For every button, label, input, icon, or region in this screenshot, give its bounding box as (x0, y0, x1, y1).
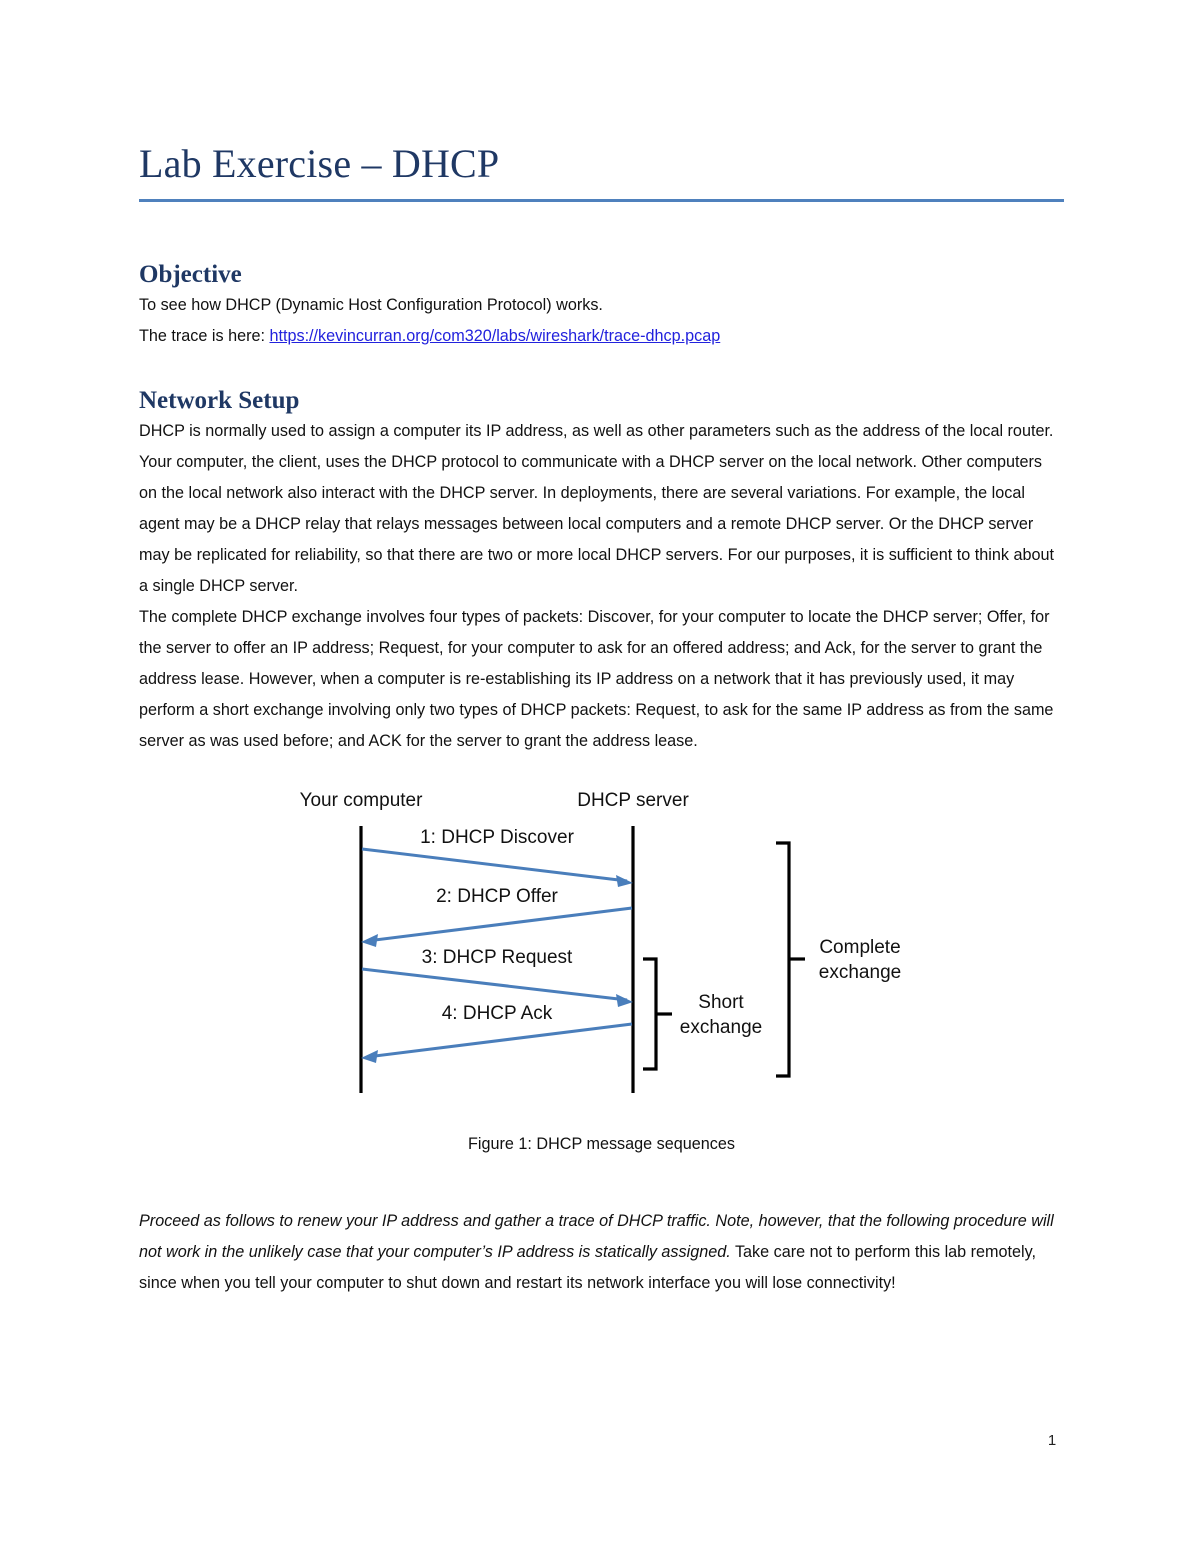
message-arrow-4-dhcp-ack (361, 1003, 632, 1063)
page-number: 1 (1047, 1432, 1057, 1449)
figure-caption: Figure 1: DHCP message sequences (468, 1134, 735, 1153)
bracket-complete-label-line1: Complete (819, 936, 901, 958)
heading-network-setup: Network Setup (139, 386, 300, 414)
heading-objective: Objective (139, 260, 242, 288)
bracket-complete-exchange (776, 843, 901, 1076)
message-label-1: 1: DHCP Discover (420, 826, 574, 848)
message-arrow-1-dhcp-discover (362, 827, 633, 887)
page-title: Lab Exercise – DHCP (139, 141, 500, 186)
message-arrow-3-dhcp-request (362, 947, 633, 1007)
figure-dhcp-sequence (139, 781, 1064, 1153)
dhcp-sequence-diagram (139, 781, 1064, 1131)
page-content (139, 0, 1064, 1299)
trace-pcap-link[interactable]: https://kevincurran.org/com320/labs/wireshark/trace-dhcp.pcap (269, 326, 721, 345)
closing-paragraph (139, 1206, 1064, 1299)
closing-roman-text: Take care not to perform this lab remotely, since when you tell your computer to shut down and restart its network interface you will lose connectivity! (139, 1242, 1037, 1292)
lifeline-label-server: DHCP server (577, 789, 689, 811)
message-label-3: 3: DHCP Request (421, 946, 573, 968)
message-label-4: 4: DHCP Ack (441, 1002, 553, 1024)
message-label-2: 2: DHCP Offer (436, 885, 558, 907)
trace-link-lead-in: The trace is here: (139, 326, 270, 345)
bracket-short-label-line1: Short (698, 991, 744, 1013)
bracket-short-label-line2: exchange (679, 1016, 763, 1038)
bracket-short-exchange (643, 959, 762, 1069)
closing-italic-text: Proceed as follows to renew your IP address and gather a trace of DHCP traffic. Note, however, that the following procedure will not work in the unlikely case that your computer’s IP address is statically assigned. (139, 1211, 1054, 1261)
message-arrow-2-dhcp-offer (361, 886, 632, 947)
trace-link-paragraph (139, 321, 1064, 352)
network-setup-paragraph-1: DHCP is normally used to assign a computer its IP address, as well as other parameters such as the address of the local router. Your computer, the client, uses the DHCP protocol to communicate with a DHCP server on the local network. Other computers on the local network also interact with the DHCP server. In deployments, there are several variations. For example, the local agent may be a DHCP relay that relays messages between local computers and a remote DHCP server. Or the DHCP server may be replicated for reliability, so that there are two or more local DHCP servers. For our purposes, it is sufficient to think about a single DHCP server. (139, 421, 1054, 595)
objective-paragraph: To see how DHCP (Dynamic Host Configuration Protocol) works. (139, 295, 603, 314)
network-setup-paragraph-2: The complete DHCP exchange involves four types of packets: Discover, for your computer to locate the DHCP server; Offer, for the server to offer an IP address; Request, for your computer to ask for an offered address; and Ack, for the server to grant the address lease. However, when a computer is re-establishing its IP address on a network that it has previously used, it may perform a short exchange involving only two types of DHCP packets: Request, to ask for the same IP address as from the same server as was used before; and ACK for the server to grant the address lease. (139, 607, 1054, 750)
bracket-complete-label-line2: exchange (818, 961, 902, 983)
lifeline-label-client: Your computer (299, 789, 423, 811)
